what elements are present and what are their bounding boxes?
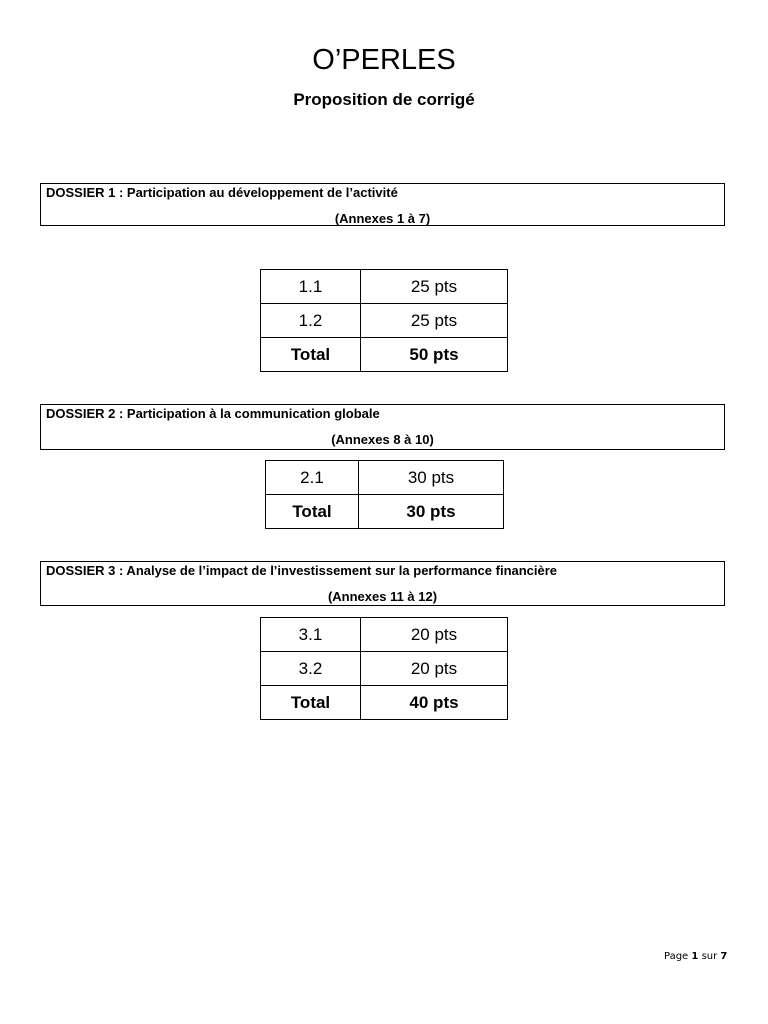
total-label-cell: Total	[261, 338, 361, 372]
total-row	[261, 338, 508, 372]
item-cell: 2.1	[266, 461, 359, 495]
total-points-cell: 30 pts	[359, 495, 504, 529]
table-row	[261, 618, 508, 652]
dossier-3-annex: (Annexes 11 à 12)	[327, 589, 438, 604]
dossier-1-annex: (Annexes 1 à 7)	[334, 211, 431, 226]
total-pages: 7	[720, 951, 728, 962]
total-label-cell: Total	[261, 686, 361, 720]
table-row	[261, 304, 508, 338]
item-cell: 3.2	[261, 652, 361, 686]
of-label: sur	[701, 951, 718, 962]
total-row	[261, 686, 508, 720]
dossier-2-header	[40, 404, 725, 450]
points-cell: 25 pts	[361, 270, 508, 304]
dossier-3-title: DOSSIER 3 : Analyse de l’impact de l’investissement sur la performance financière	[46, 563, 558, 578]
dossier-3-points-table	[260, 617, 508, 720]
document-subtitle: Proposition de corrigé	[293, 90, 475, 109]
page-number: 1	[691, 951, 699, 962]
document-title: O’PERLES	[312, 44, 456, 76]
dossier-1-header	[40, 183, 725, 226]
dossier-1-points-table	[260, 269, 508, 372]
dossier-2-title: DOSSIER 2 : Participation à la communication globale	[46, 406, 380, 421]
dossier-3-header	[40, 561, 725, 606]
table-row	[266, 461, 504, 495]
total-row	[266, 495, 504, 529]
dossier-1-title: DOSSIER 1 : Participation au développement de l’activité	[46, 185, 398, 200]
table-row	[261, 270, 508, 304]
points-cell: 25 pts	[361, 304, 508, 338]
points-cell: 20 pts	[361, 618, 508, 652]
item-cell: 1.2	[261, 304, 361, 338]
item-cell: 3.1	[261, 618, 361, 652]
points-cell: 20 pts	[361, 652, 508, 686]
total-points-cell: 40 pts	[361, 686, 508, 720]
dossier-2-points-table	[265, 460, 504, 529]
page-label: Page	[664, 951, 689, 962]
total-points-cell: 50 pts	[361, 338, 508, 372]
total-label-cell: Total	[266, 495, 359, 529]
points-cell: 30 pts	[359, 461, 504, 495]
page-footer	[664, 951, 727, 962]
item-cell: 1.1	[261, 270, 361, 304]
dossier-2-annex: (Annexes 8 à 10)	[331, 432, 434, 447]
table-row	[261, 652, 508, 686]
